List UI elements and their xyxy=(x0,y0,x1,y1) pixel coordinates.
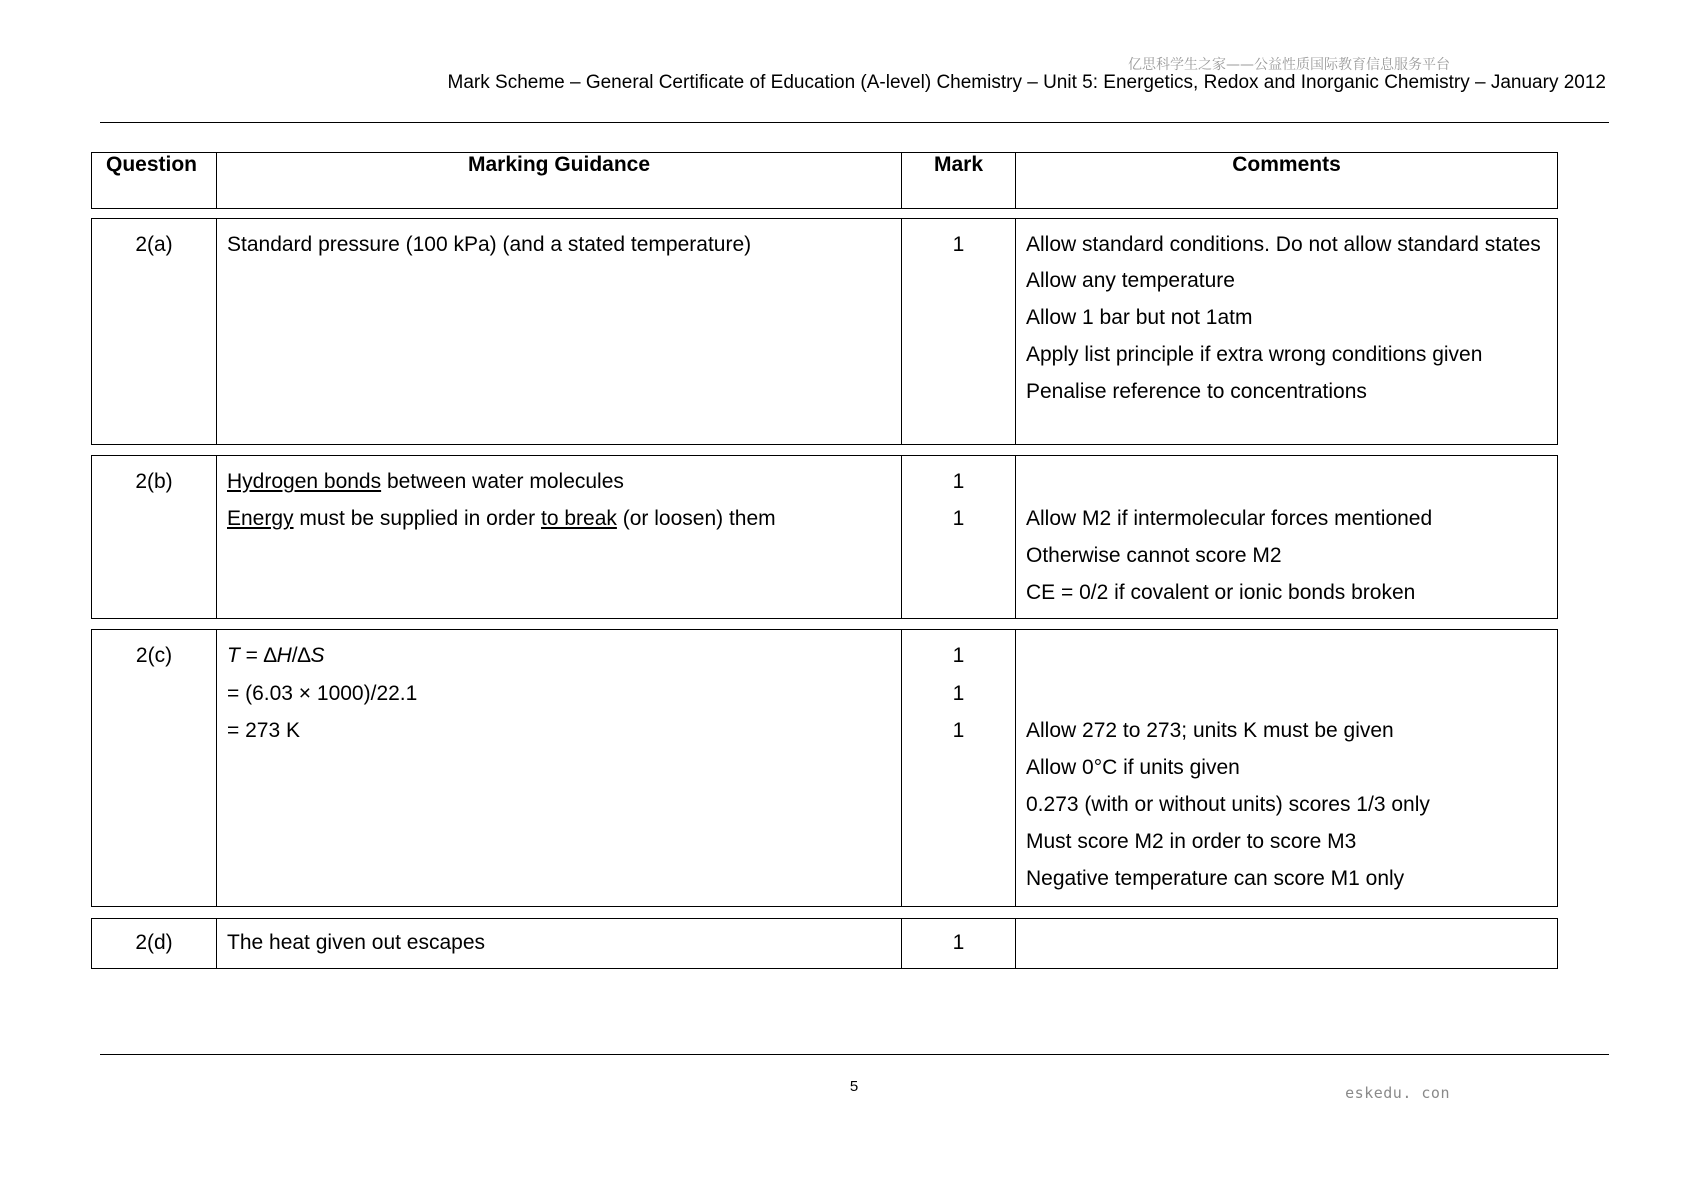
mark-scheme-header xyxy=(91,152,1558,209)
page-number: 5 xyxy=(849,1078,859,1095)
comment-line: Apply list principle if extra wrong conditions given xyxy=(1026,343,1483,366)
comment-line: CE = 0/2 if covalent or ionic bonds broken xyxy=(1026,581,1416,604)
guidance-text: must be supplied in order xyxy=(293,507,542,530)
comment-line: Allow 1 bar but not 1atm xyxy=(1026,306,1253,329)
comment-spacer xyxy=(1026,470,1551,494)
row-2a xyxy=(91,218,1558,445)
comment-line: Allow standard conditions. Do not allow standard states xyxy=(1026,233,1541,256)
guidance-text: = ∆ xyxy=(239,644,277,667)
mark-cell xyxy=(902,919,1016,969)
comment-line: Otherwise cannot score M2 xyxy=(1026,544,1282,567)
underlined-term: Energy xyxy=(227,507,294,530)
header-comments: Comments xyxy=(1016,153,1558,209)
comment-line: 0.273 (with or without units) scores 1/3 only xyxy=(1026,793,1430,816)
guidance-text: (or loosen) them xyxy=(616,507,776,530)
symbol-T: T xyxy=(227,644,240,667)
header-question: Question xyxy=(92,153,217,209)
guidance-line: = 273 K xyxy=(227,719,300,742)
comment-spacer xyxy=(1026,644,1551,668)
comments xyxy=(1016,919,1558,969)
mark-cell xyxy=(902,630,1016,907)
question-number: 2(a) xyxy=(92,219,217,445)
row-2d xyxy=(91,918,1558,969)
mark-cell xyxy=(902,219,1016,445)
watermark-bottom: eskedu. con xyxy=(1345,1084,1450,1102)
header-divider xyxy=(100,122,1609,123)
page-header-title: Mark Scheme – General Certificate of Education (A-level) Chemistry – Unit 5: Energetics, Redox and Inorganic Chemistry – January 2012 xyxy=(447,72,1606,93)
comments xyxy=(1016,456,1558,619)
mark-value: 1 xyxy=(952,719,965,742)
guidance-line xyxy=(227,507,901,531)
comment-line: Allow any temperature xyxy=(1026,269,1235,292)
guidance-text: between water molecules xyxy=(381,470,624,493)
comment-line: Allow M2 if intermolecular forces mentioned xyxy=(1026,507,1433,530)
mark-value: 1 xyxy=(952,644,965,667)
guidance-text: /∆ xyxy=(291,644,311,667)
mark-value: 1 xyxy=(952,470,965,493)
question-number: 2(b) xyxy=(92,456,217,619)
underlined-term: to break xyxy=(541,507,617,530)
underlined-term: Hydrogen bonds xyxy=(227,470,382,493)
symbol-S: S xyxy=(310,644,325,667)
comments xyxy=(1016,630,1558,907)
footer-divider xyxy=(100,1054,1609,1055)
comment-spacer xyxy=(1026,682,1551,706)
header-mark: Mark xyxy=(902,153,1016,209)
comment-line: Allow 272 to 273; units K must be given xyxy=(1026,719,1394,742)
guidance-line xyxy=(227,470,901,494)
question-number: 2(c) xyxy=(92,630,217,907)
watermark-top: 亿思科学生之家——公益性质国际教育信息服务平台 xyxy=(1128,57,1450,73)
guidance-line: Standard pressure (100 kPa) (and a stated temperature) xyxy=(227,233,752,256)
symbol-H: H xyxy=(276,644,292,667)
mark-value: 1 xyxy=(952,931,965,954)
comment-line: Negative temperature can score M1 only xyxy=(1026,867,1405,890)
header-guidance: Marking Guidance xyxy=(217,153,902,209)
marking-guidance xyxy=(217,219,902,445)
guidance-line: The heat given out escapes xyxy=(227,931,486,954)
mark-value: 1 xyxy=(952,507,965,530)
row-2b xyxy=(91,455,1558,619)
comment-line: Allow 0°C if units given xyxy=(1026,756,1240,779)
mark-value: 1 xyxy=(952,233,965,256)
comment-line: Penalise reference to concentrations xyxy=(1026,380,1367,403)
marking-guidance xyxy=(217,456,902,619)
guidance-line: = (6.03 × 1000)/22.1 xyxy=(227,682,418,705)
question-number: 2(d) xyxy=(92,919,217,969)
comments xyxy=(1016,219,1558,445)
marking-guidance xyxy=(217,630,902,907)
mark-cell xyxy=(902,456,1016,619)
comment-line: Must score M2 in order to score M3 xyxy=(1026,830,1357,853)
guidance-line xyxy=(227,644,901,668)
marking-guidance xyxy=(217,919,902,969)
mark-value: 1 xyxy=(952,682,965,705)
row-2c xyxy=(91,629,1558,907)
